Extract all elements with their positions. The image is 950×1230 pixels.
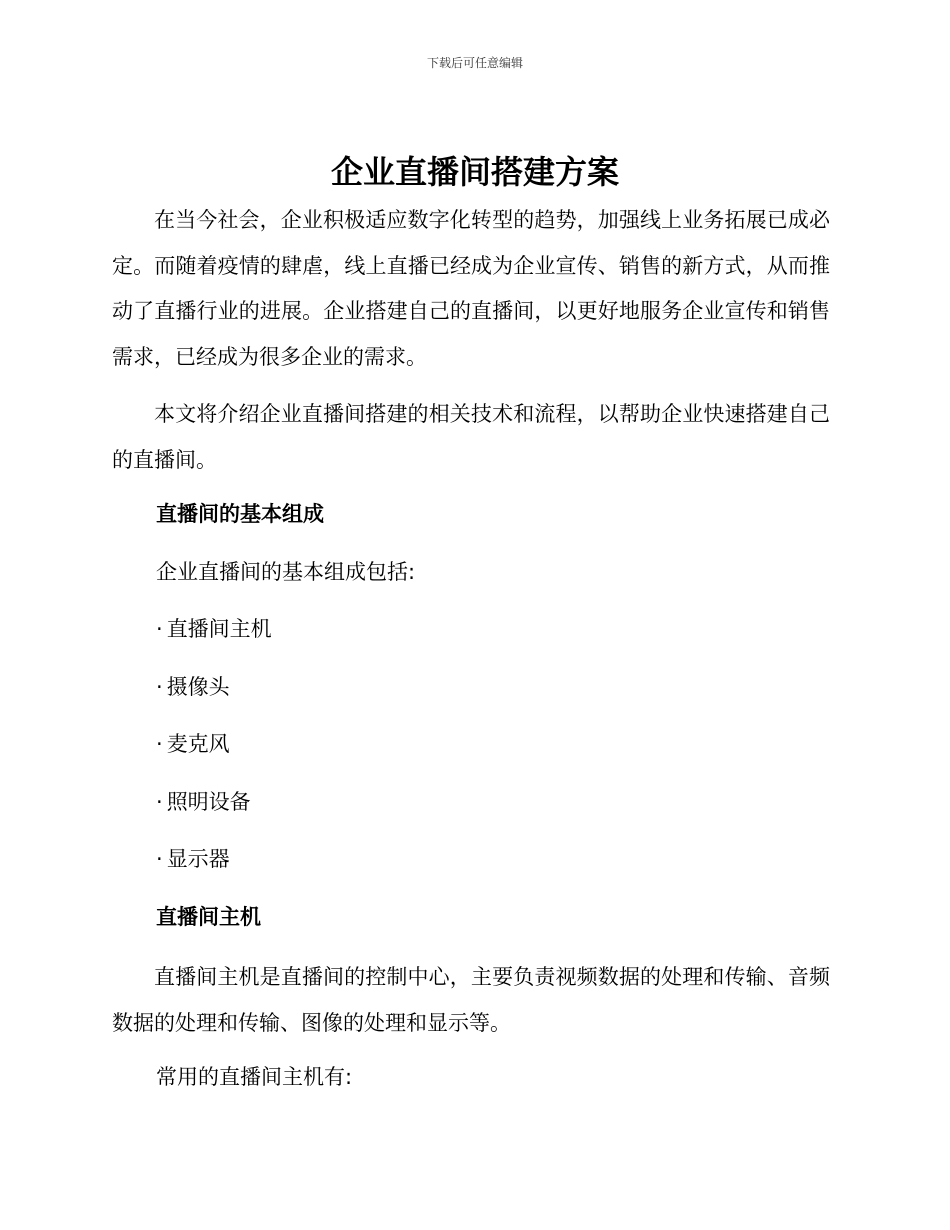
intro-paragraph-2: 本文将介绍企业直播间搭建的相关技术和流程，以帮助企业快速搭建自己的直播间。 [112, 402, 830, 472]
list-item-label: 摄像头 [166, 674, 230, 699]
list-item [112, 840, 830, 898]
host-lead: 常用的直播间主机有: [156, 1065, 353, 1089]
host-paragraph: 直播间主机是直播间的控制中心，主要负责视频数据的处理和传输、音频数据的处理和传输、图像的处理和显示等。 [112, 965, 830, 1035]
list-item-label: 照明设备 [166, 789, 251, 814]
intro-paragraph-1: 在当今社会，企业积极适应数字化转型的趋势，加强线上业务拓展已成必定。而随着疫情的肆虐，线上直播已经成为企业宣传、销售的新方式，从而推动了直播行业的进展。企业搭建自己的直播间，以更好地服务企业宣传和销售需求，已经成为很多企业的需求。 [112, 208, 830, 369]
header-note: 下载后可任意编辑 [426, 56, 523, 70]
list-item [112, 783, 830, 841]
document-body [112, 198, 830, 1116]
list-item [112, 610, 830, 668]
bullet-icon: · [156, 789, 163, 814]
section-heading-host: 直播间主机 [156, 904, 261, 929]
bullet-icon: · [156, 674, 163, 699]
section-heading-components: 直播间的基本组成 [156, 502, 324, 526]
components-lead: 企业直播间的基本组成包括: [156, 559, 416, 584]
bullet-icon: · [156, 617, 163, 641]
bullet-icon: · [156, 732, 163, 756]
list-item-label: 麦克风 [166, 732, 230, 756]
document-title: 企业直播间搭建方案 [330, 153, 619, 191]
bullet-icon: · [156, 847, 163, 871]
list-item [112, 668, 830, 726]
list-item-label: 直播间主机 [166, 617, 272, 641]
list-item-label: 显示器 [166, 847, 230, 871]
list-item [112, 725, 830, 783]
